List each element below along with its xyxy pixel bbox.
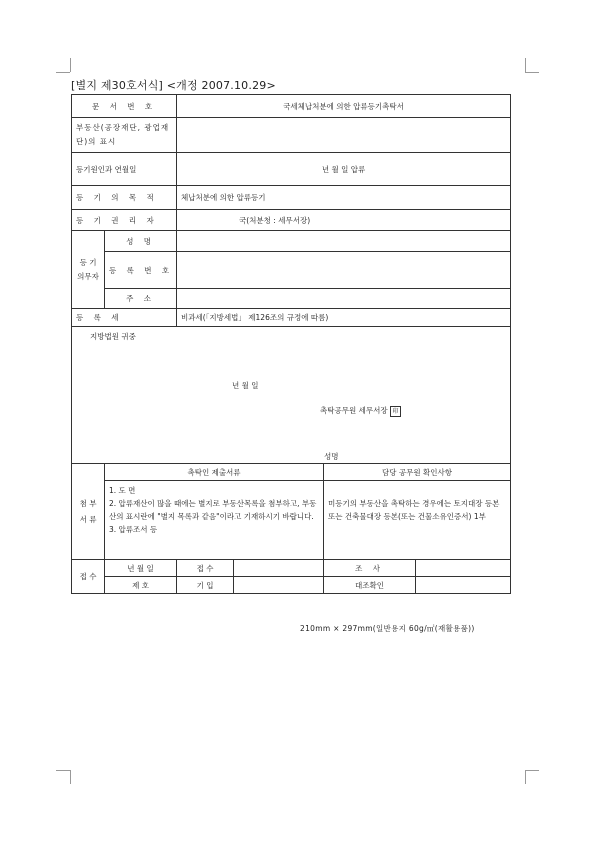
address-label: 주 소 (105, 289, 177, 309)
confirm-header: 담당 공무원 확인사항 (324, 464, 511, 481)
match-field[interactable] (416, 577, 511, 594)
attach-item: 1. 도 면 (109, 486, 136, 495)
tax-value: 비과세(「지방세법」 제126조의 규정에 따름) (177, 309, 511, 327)
receipt-date-label: 년 월 일 (105, 560, 177, 577)
crop-mark (56, 770, 70, 771)
form-title: 국세체납처분에 의한 압류등기촉탁서 (177, 95, 511, 118)
paper-spec: 210mm × 297mm(일반용지 60g/㎡(재활용품)) (300, 624, 475, 633)
match-label: 대조확인 (324, 577, 416, 594)
crop-mark (56, 72, 70, 73)
cause-date-label: 등기원인과 연월일 (72, 153, 177, 186)
receipt-entry: 기 입 (177, 577, 234, 594)
crop-mark (70, 770, 71, 784)
receipt-label: 접 수 (72, 560, 105, 594)
seizure-registration-form (71, 94, 511, 594)
request-body (72, 327, 511, 464)
obligor-label: 등 기 의무자 (72, 231, 105, 309)
crop-mark (70, 58, 71, 72)
confirm-text: 미등기의 부동산을 촉탁하는 경우에는 토지대장 등본 또는 건축물대장 등본(또는 건물소유인증서) 1부 (324, 481, 511, 560)
official-title: 촉탁공무원 세무서장 (320, 406, 388, 415)
right-holder-label: 등 기 권 리 자 (72, 210, 177, 231)
attach-item: 2. 압류재산이 많을 때에는 별지로 부동산목록을 첨부하고, 부동산의 표시란에 "별지 목록과 같음"이라고 기재하시기 바랍니다. (109, 499, 317, 521)
crop-mark (525, 72, 539, 73)
cause-date-value[interactable]: 년 월 일 압류 (177, 153, 511, 186)
attach-list (105, 481, 324, 560)
obligor-regno-field[interactable] (177, 252, 511, 289)
tax-label: 등 록 세 (72, 309, 177, 327)
check-label: 조 사 (324, 560, 416, 577)
property-label: 부동산(공장재단, 광업재단)의 표시 (72, 118, 177, 153)
attach-items (109, 484, 319, 536)
official-seal: 印 (390, 406, 401, 417)
property-field[interactable] (177, 118, 511, 153)
doc-number-label: 문 서 번 호 (72, 95, 177, 118)
request-date[interactable]: 년 월 일 (232, 381, 259, 390)
court-line: 지방법원 귀중 (90, 332, 136, 341)
regno-label: 등 록 번 호 (105, 252, 177, 289)
crop-mark (525, 770, 539, 771)
crop-mark (525, 770, 526, 784)
obligor-address-field[interactable] (177, 289, 511, 309)
purpose-label: 등 기 의 목 적 (72, 186, 177, 210)
crop-mark (525, 58, 526, 72)
receipt-no-label: 제 호 (105, 577, 177, 594)
receipt-received-field[interactable] (234, 560, 324, 577)
check-field[interactable] (416, 560, 511, 577)
right-holder-value[interactable]: 국(처분청 : 세무서장) (177, 210, 511, 231)
official-line (320, 405, 401, 417)
sign-line: 성명 (324, 452, 339, 461)
attach-item: 3. 압류조서 등 (109, 525, 158, 534)
receipt-entry-field[interactable] (234, 577, 324, 594)
obligor-name-field[interactable] (177, 231, 511, 252)
name-label: 성 명 (105, 231, 177, 252)
form-header: [별지 제30호서식] <개정 2007.10.29> (71, 79, 276, 92)
attach-header: 촉탁인 제출서류 (105, 464, 324, 481)
attach-label: 첨 부 서 류 (72, 464, 105, 560)
receipt-received: 접 수 (177, 560, 234, 577)
purpose-value: 체납처분에 의한 압류등기 (177, 186, 511, 210)
